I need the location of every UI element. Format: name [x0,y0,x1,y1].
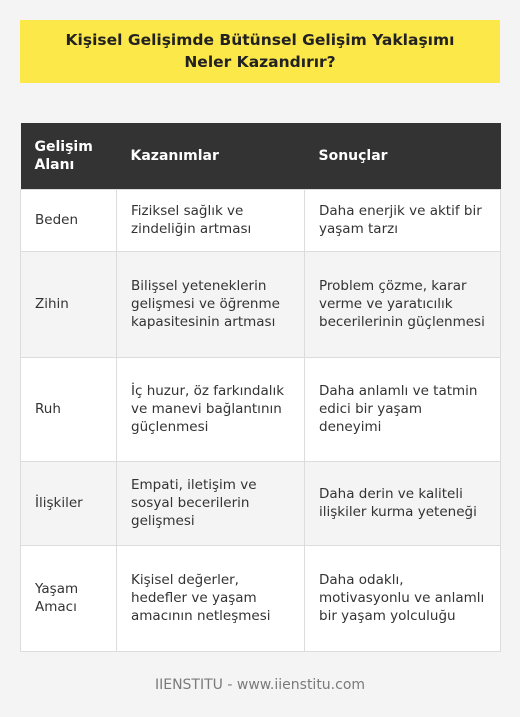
cell-results: Daha enerjik ve aktif bir yaşam tarzı [305,189,501,251]
page-title: Kişisel Gelişimde Bütünsel Gelişim Yaklaşımı Neler Kazandırır? [20,20,500,83]
cell-gains: Fiziksel sağlık ve zindeliğin artması [117,189,305,251]
column-header-results: Sonuçlar [305,123,501,189]
table-row [21,251,501,357]
cell-area: Beden [21,189,117,251]
table-row [21,461,501,545]
cell-results: Daha odaklı, motivasyonlu ve anlamlı bir yaşam yolculuğu [305,545,501,651]
cell-gains: Bilişsel yeteneklerin gelişmesi ve öğrenme kapasitesinin artması [117,251,305,357]
cell-area: İlişkiler [21,461,117,545]
development-table [20,123,501,652]
cell-area: Zihin [21,251,117,357]
cell-results: Daha derin ve kaliteli ilişkiler kurma yeteneği [305,461,501,545]
table-header-row [21,123,501,189]
cell-results: Problem çözme, karar verme ve yaratıcılık becerilerinin güçlenmesi [305,251,501,357]
cell-gains: İç huzur, öz farkındalık ve manevi bağlantının güçlenmesi [117,357,305,461]
cell-area: Ruh [21,357,117,461]
footer-credit: IIENSTITU - www.iienstitu.com [154,677,366,693]
table-row [21,189,501,251]
cell-gains: Kişisel değerler, hedefler ve yaşam amacının netleşmesi [117,545,305,651]
cell-results: Daha anlamlı ve tatmin edici bir yaşam deneyimi [305,357,501,461]
cell-area: Yaşam Amacı [21,545,117,651]
cell-gains: Empati, iletişim ve sosyal becerilerin gelişmesi [117,461,305,545]
table-row [21,545,501,651]
column-header-area: Gelişim Alanı [21,123,117,189]
table-row [21,357,501,461]
column-header-gains: Kazanımlar [117,123,305,189]
